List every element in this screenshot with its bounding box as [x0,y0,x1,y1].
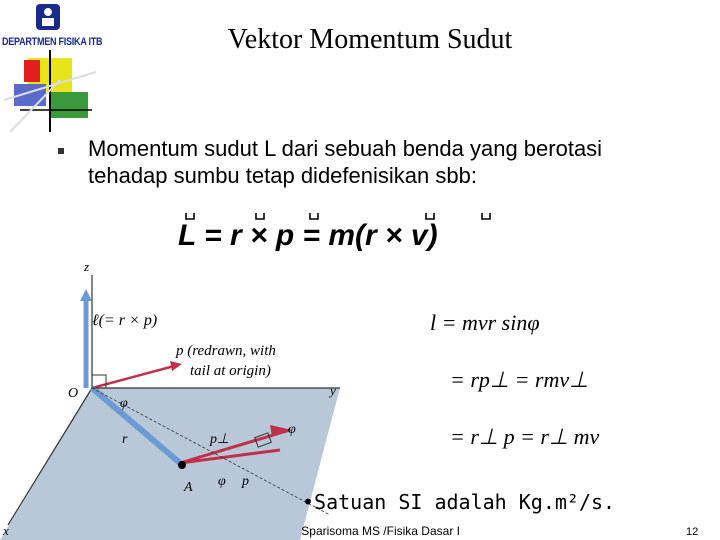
axis-y-label: y [330,383,336,398]
ell-label: ℓ(= r × p) [92,312,158,329]
p-label: p [242,474,249,489]
corner-decoration [0,0,110,140]
xy-plane [0,388,340,540]
equation-line-1: l = mvr sinφ [430,310,540,335]
footer-text: Sparisoma MS /Fisika Dasar I [301,524,460,538]
p-redrawn-arrow [92,365,178,388]
phi-label-2: φ [288,422,296,437]
page-number: 12 [686,526,699,538]
phi-label-3: φ [218,474,226,489]
point-a-label: A [184,480,193,495]
logo-text: DEPARTMEN FISIKA ITB [2,36,103,48]
bullet-icon [58,148,64,154]
red-square [24,60,40,82]
itb-ganesha-logo-icon [36,4,60,30]
origin-label: O [68,386,79,401]
phi-label: φ [120,396,128,411]
green-square [50,92,88,118]
formula-text: L = r × p = m(r × v) [178,219,438,252]
point-a [178,461,186,469]
equation-line-2: = rp⊥ = rmv⊥ [450,367,589,392]
equation-line-3: = r⊥ p = r⊥ mv [450,424,600,449]
equation-block [430,294,599,465]
r-label: r [122,432,128,447]
si-unit-note: •Satuan SI adalah Kg.m²/s. [302,490,616,514]
body-text: Momentum sudut L dari sebuah benda yang berotasi tehadap sumbu tetap didefenisikan sbb: [88,136,603,188]
p-redrawn-label: p (redrawn, with [176,343,276,359]
ell-arrowhead [80,289,92,301]
p-redrawn-label2: tail at origin) [190,363,271,379]
axis-z-label: z [84,259,90,274]
slide-title: Vektor Momentum Sudut [227,24,513,55]
axis-x-label: x [3,523,9,538]
momentum-formula [178,205,518,257]
p-perp-label: p⊥ [210,432,230,447]
